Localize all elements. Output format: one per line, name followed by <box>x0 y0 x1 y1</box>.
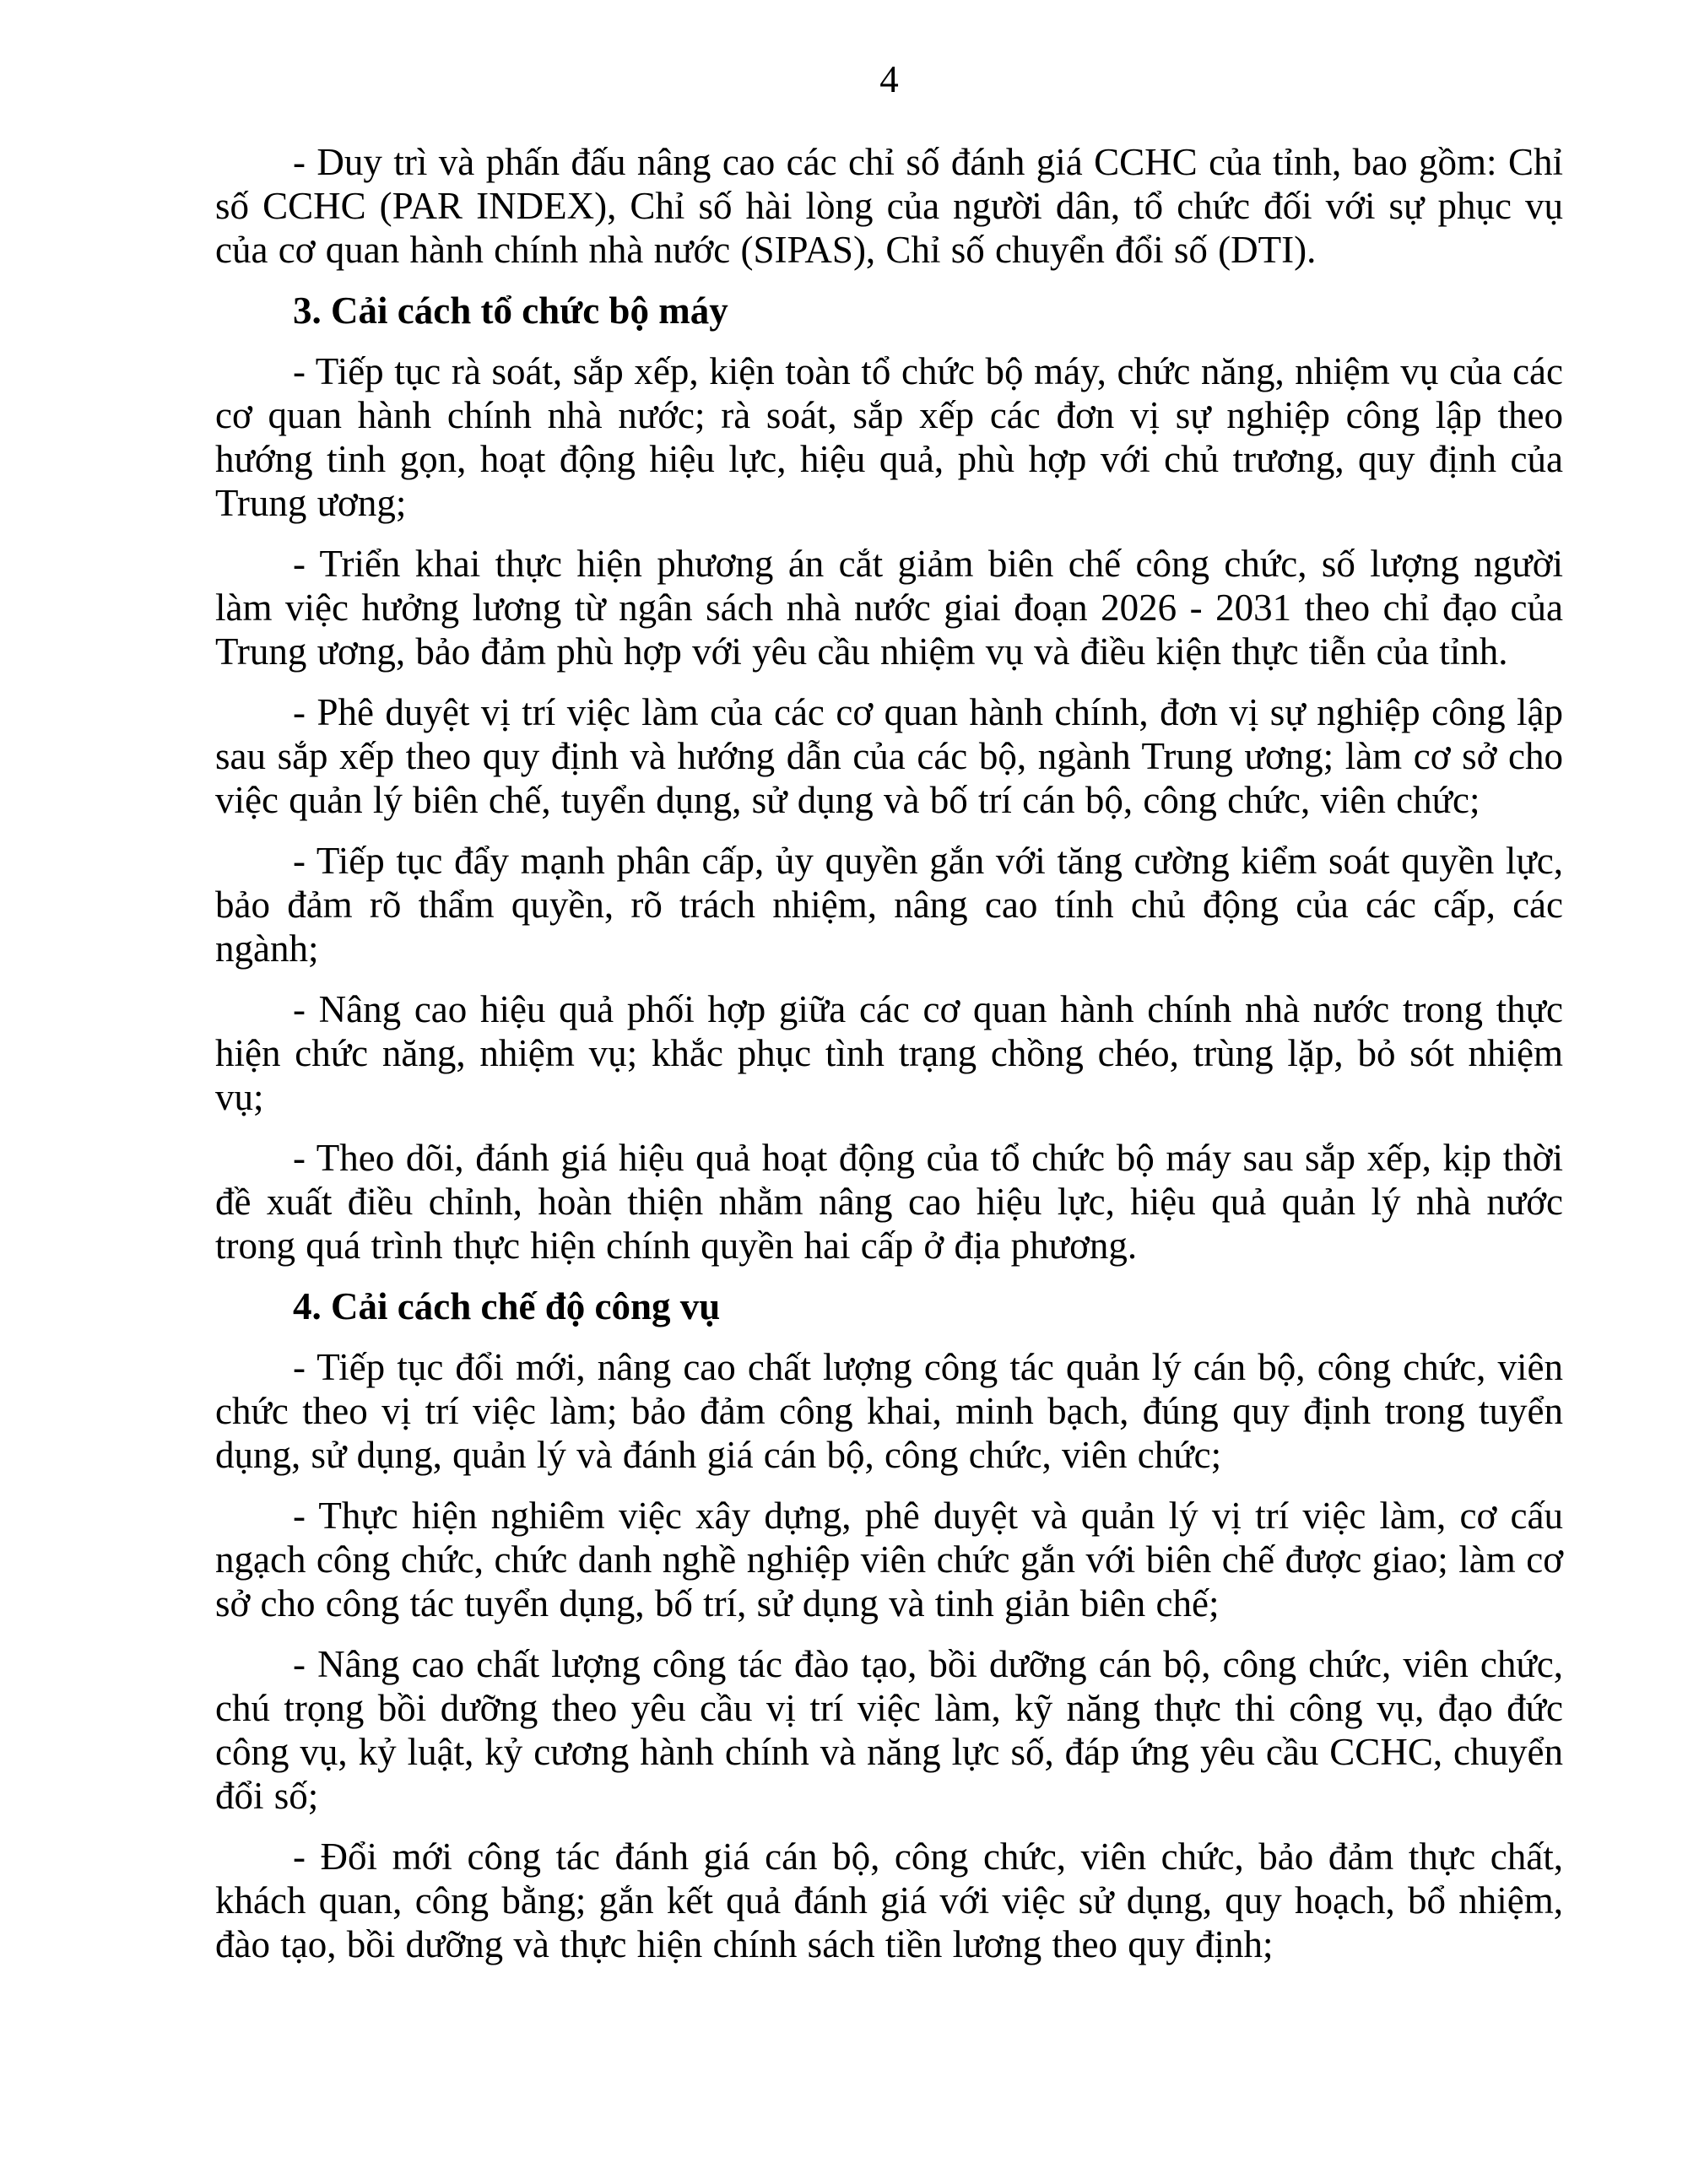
body-paragraph: - Phê duyệt vị trí việc làm của các cơ quan hành chính, đơn vị sự nghiệp công lập sau sắp xếp theo quy định và hướng dẫn của các bộ, ngành Trung ương; làm cơ sở cho việc quản lý biên chế, tuyển dụng, sử dụng và bố trí cán bộ, công chức, viên chức; <box>215 691 1563 821</box>
body-paragraph: - Đổi mới công tác đánh giá cán bộ, công chức, viên chức, bảo đảm thực chất, khách quan, công bằng; gắn kết quả đánh giá với việc sử dụng, quy hoạch, bổ nhiệm, đào tạo, bồi dưỡng và thực hiện chính sách tiền lương theo quy định; <box>215 1835 1563 1965</box>
body-paragraph: - Tiếp tục rà soát, sắp xếp, kiện toàn tổ chức bộ máy, chức năng, nhiệm vụ của các cơ quan hành chính nhà nước; rà soát, sắp xếp các đơn vị sự nghiệp công lập theo hướng tinh gọn, hoạt động hiệu lực, hiệu quả, phù hợp với chủ trương, quy định của Trung ương; <box>215 350 1563 524</box>
body-paragraph: - Nâng cao hiệu quả phối hợp giữa các cơ quan hành chính nhà nước trong thực hiện chức năng, nhiệm vụ; khắc phục tình trạng chồng chéo, trùng lặp, bỏ sót nhiệm vụ; <box>215 988 1563 1118</box>
body-paragraph: - Nâng cao chất lượng công tác đào tạo, bồi dưỡng cán bộ, công chức, viên chức, chú trọng bồi dưỡng theo yêu cầu vị trí việc làm, kỹ năng thực thi công vụ, đạo đức công vụ, kỷ luật, kỷ cương hành chính và năng lực số, đáp ứng yêu cầu CCHC, chuyển đổi số; <box>215 1643 1563 1817</box>
body-paragraph: - Triển khai thực hiện phương án cắt giảm biên chế công chức, số lượng người làm việc hưởng lương từ ngân sách nhà nước giai đoạn 2026 - 2031 theo chỉ đạo của Trung ương, bảo đảm phù hợp với yêu cầu nhiệm vụ và điều kiện thực tiễn của tỉnh. <box>215 543 1563 673</box>
section-heading-4: 4. Cải cách chế độ công vụ <box>293 1285 721 1327</box>
body-paragraph: - Theo dõi, đánh giá hiệu quả hoạt động của tổ chức bộ máy sau sắp xếp, kịp thời đề xuất điều chỉnh, hoàn thiện nhằm nâng cao hiệu lực, hiệu quả quản lý nhà nước trong quá trình thực hiện chính quyền hai cấp ở địa phương. <box>215 1137 1563 1267</box>
body-paragraph: - Tiếp tục đổi mới, nâng cao chất lượng công tác quản lý cán bộ, công chức, viên chức theo vị trí việc làm; bảo đảm công khai, minh bạch, đúng quy định trong tuyển dụng, sử dụng, quản lý và đánh giá cán bộ, công chức, viên chức; <box>215 1346 1563 1476</box>
section-heading-3: 3. Cải cách tổ chức bộ máy <box>293 289 728 332</box>
body-paragraph: - Duy trì và phấn đấu nâng cao các chỉ số đánh giá CCHC của tỉnh, bao gồm: Chỉ số CCHC (PAR INDEX), Chỉ số hài lòng của người dân, tổ chức đối với sự phục vụ của cơ quan hành chính nhà nước (SIPAS), Chỉ số chuyển đổi số (DTI). <box>215 141 1563 271</box>
page-number: 4 <box>879 58 899 100</box>
document-body <box>215 57 1563 1966</box>
body-paragraph: - Thực hiện nghiêm việc xây dựng, phê duyệt và quản lý vị trí việc làm, cơ cấu ngạch công chức, chức danh nghề nghiệp viên chức gắn với biên chế được giao; làm cơ sở cho công tác tuyển dụng, bố trí, sử dụng và tinh giản biên chế; <box>215 1495 1563 1624</box>
body-paragraph: - Tiếp tục đẩy mạnh phân cấp, ủy quyền gắn với tăng cường kiểm soát quyền lực, bảo đảm rõ thẩm quyền, rõ trách nhiệm, nâng cao tính chủ động của các cấp, các ngành; <box>215 840 1563 970</box>
